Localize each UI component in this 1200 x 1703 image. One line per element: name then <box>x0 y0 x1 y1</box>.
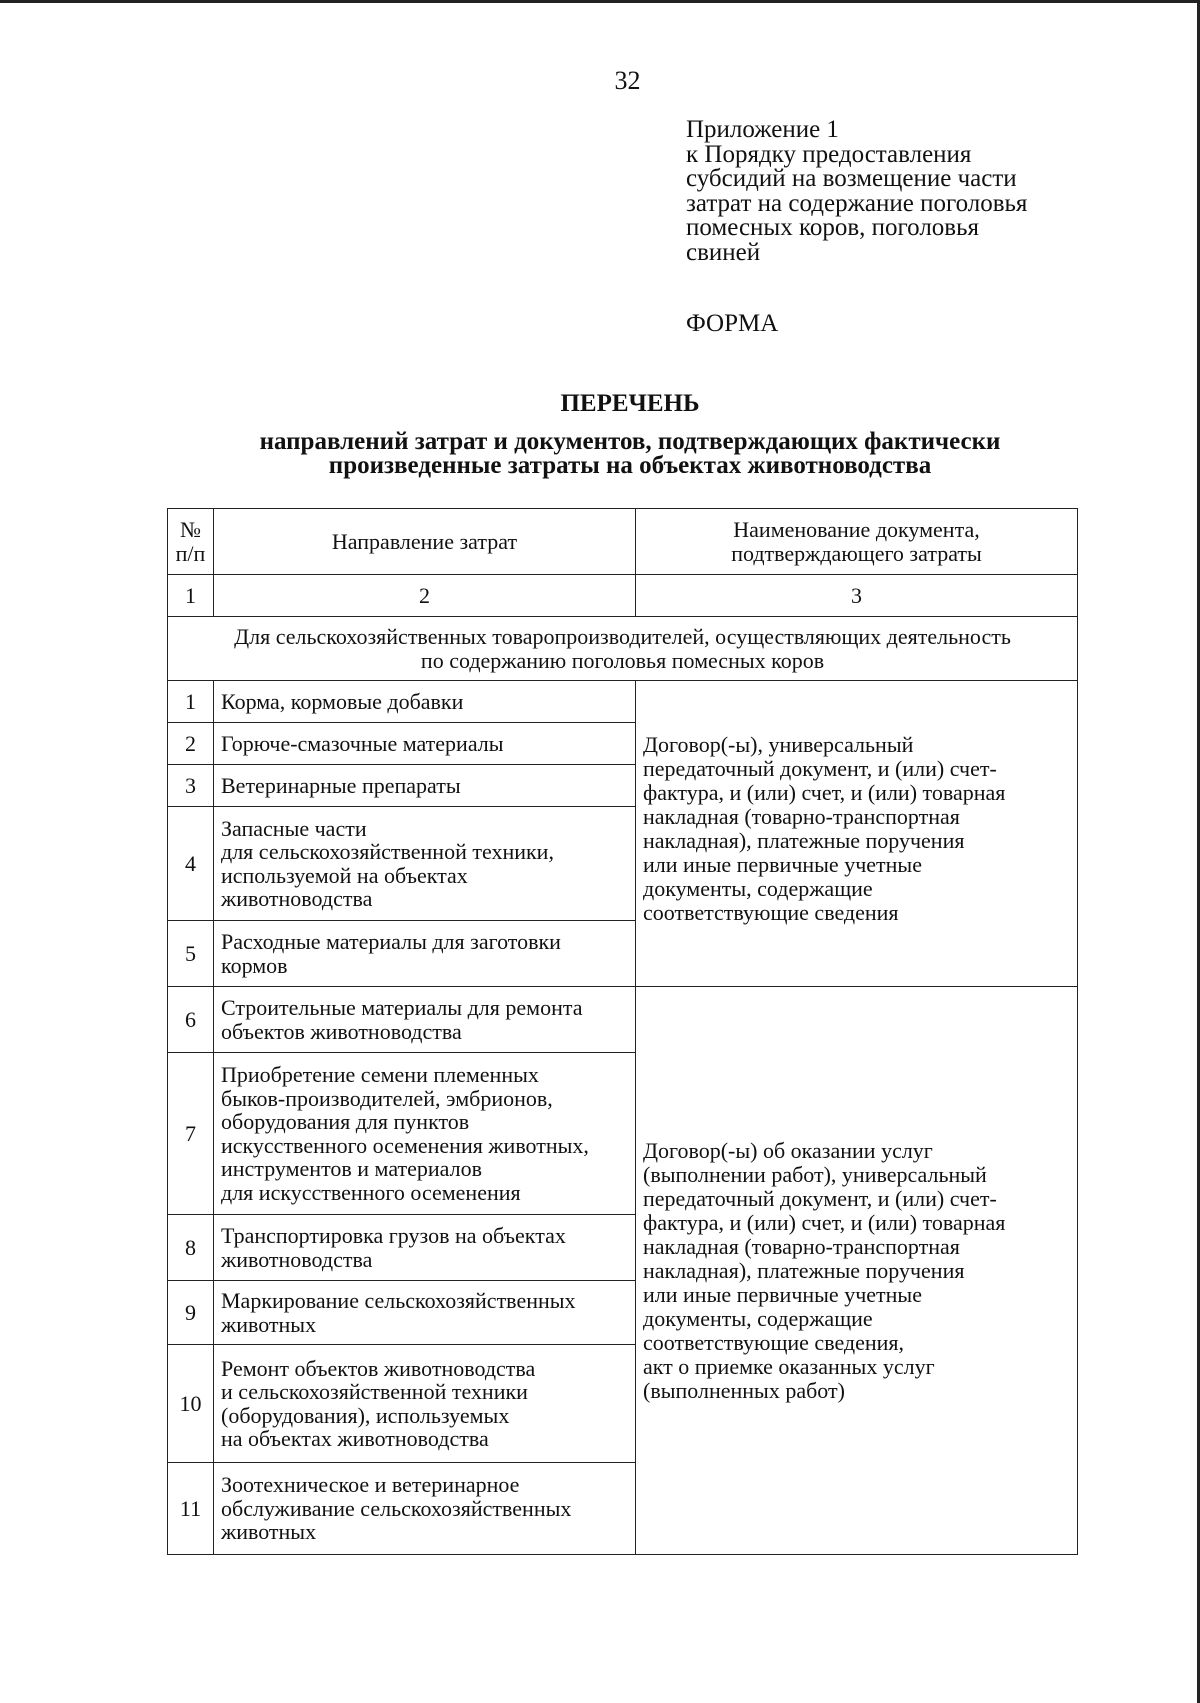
header-num-line: № <box>180 516 201 542</box>
column-number: 3 <box>636 575 1078 617</box>
row-direction <box>214 987 636 1053</box>
document-line: фактура, и (или) счет, и (или) товарная <box>643 1210 1006 1235</box>
section-heading <box>168 617 1078 681</box>
row-direction-line: (оборудования), используемых <box>221 1402 510 1428</box>
row-direction-line: Маркирование сельскохозяйственных <box>221 1288 576 1313</box>
header-direction <box>214 509 636 575</box>
subtitle-line: направлений затрат и документов, подтверждающих фактически <box>259 428 1001 455</box>
appendix-line: Приложение 1 <box>686 116 839 143</box>
document-subtitle <box>0 430 1200 478</box>
document-line: соответствующие сведения <box>643 900 899 925</box>
document-group-2 <box>636 987 1078 1555</box>
row-direction-line: для сельскохозяйственной техники, <box>221 839 554 864</box>
header-document-line: подтверждающего затраты <box>731 540 982 566</box>
table-row <box>168 681 1078 723</box>
row-direction-line: животных <box>221 1519 317 1545</box>
row-number: 10 <box>168 1345 214 1463</box>
document-line: акт о приемке оказанных услуг <box>643 1354 935 1379</box>
row-number: 11 <box>168 1463 214 1555</box>
row-direction <box>214 1345 636 1463</box>
row-direction-line: и сельскохозяйственной техники <box>221 1379 528 1404</box>
row-direction-line: объектов животноводства <box>221 1018 462 1044</box>
document-line: фактура, и (или) счет, и (или) товарная <box>643 780 1006 805</box>
row-number: 5 <box>168 921 214 987</box>
document-line: Договор(-ы), универсальный <box>643 732 914 757</box>
table-header-row <box>168 509 1078 575</box>
appendix-line: затрат на содержание поголовья <box>686 189 1028 217</box>
appendix-line: к Порядку предоставления <box>686 140 972 168</box>
document-line: или иные первичные учетные <box>643 852 922 877</box>
row-direction-line: обслуживание сельскохозяйственных <box>221 1495 572 1521</box>
row-direction-line: Строительные материалы для ремонта <box>221 995 583 1020</box>
appendix-line: свиней <box>686 238 761 266</box>
row-direction <box>214 807 636 921</box>
table-row <box>168 987 1078 1053</box>
row-direction <box>214 1281 636 1345</box>
form-label: ФОРМА <box>686 310 779 337</box>
row-direction-line: искусственного осеменения животных, <box>221 1132 589 1158</box>
row-direction-line: оборудования для пунктов <box>221 1109 470 1134</box>
document-line: накладная), платежные поручения <box>643 1258 965 1283</box>
document-line: документы, содержащие <box>643 1306 873 1331</box>
row-direction <box>214 921 636 987</box>
document-line: накладная (товарно-транспортная <box>643 804 960 829</box>
row-direction-line: животноводства <box>221 886 373 911</box>
document-line: Договор(-ы) об оказании услуг <box>643 1138 933 1163</box>
row-direction-line: Зоотехническое и ветеринарное <box>221 1472 520 1498</box>
appendix-block <box>686 118 1106 265</box>
document-line: передаточный документ, и (или) счет- <box>643 1186 997 1211</box>
document-line: соответствующие сведения, <box>643 1330 905 1355</box>
row-direction-line: на объектах животноводства <box>221 1426 489 1451</box>
document-title: ПЕРЕЧЕНЬ <box>560 390 700 417</box>
row-number: 4 <box>168 807 214 921</box>
document-line: документы, содержащие <box>643 876 873 901</box>
column-number: 1 <box>168 575 214 617</box>
appendix-line: помесных коров, поголовья <box>686 214 980 241</box>
appendix-line: субсидий на возмещение части <box>686 165 1017 192</box>
row-number: 1 <box>168 681 214 723</box>
row-direction-line: для искусственного осеменения <box>221 1179 521 1205</box>
document-line: накладная (товарно-транспортная <box>643 1234 960 1259</box>
expenses-table <box>167 508 1078 1555</box>
column-numbers-row <box>168 575 1078 617</box>
document-line: передаточный документ, и (или) счет- <box>643 756 997 781</box>
header-document <box>636 509 1078 575</box>
column-number: 2 <box>214 575 636 617</box>
row-direction-line: Ветеринарные препараты <box>221 772 461 798</box>
row-number: 8 <box>168 1215 214 1281</box>
row-number: 7 <box>168 1053 214 1215</box>
row-number: 6 <box>168 987 214 1053</box>
header-document-line: Наименование документа, <box>733 516 980 542</box>
row-number: 9 <box>168 1281 214 1345</box>
row-direction <box>214 765 636 807</box>
section-line: Для сельскохозяйственных товаропроизводителей, осуществляющих деятельность <box>234 623 1011 649</box>
row-direction-line: инструментов и материалов <box>221 1156 483 1181</box>
subtitle-line: произведенные затраты на объектах животноводства <box>328 452 932 479</box>
row-direction-line: Приобретение семени племенных <box>221 1062 539 1087</box>
scan-border-top <box>0 0 1200 3</box>
row-direction-line: Корма, кормовые добавки <box>221 688 464 714</box>
row-direction <box>214 681 636 723</box>
header-direction-text: Направление затрат <box>331 528 518 554</box>
row-direction-line: Транспортировка грузов на объектах <box>221 1223 566 1248</box>
row-direction-line: Запасные части <box>221 815 367 841</box>
row-direction-line: Ремонт объектов животноводства <box>221 1355 536 1381</box>
row-number: 3 <box>168 765 214 807</box>
document-group-1 <box>636 681 1078 987</box>
document-line: (выполнении работ), универсальный <box>643 1162 987 1187</box>
row-direction <box>214 1463 636 1555</box>
row-direction-line: животноводства <box>221 1246 373 1272</box>
row-direction-line: Расходные материалы для заготовки <box>221 929 561 954</box>
header-num <box>168 509 214 575</box>
row-number: 2 <box>168 723 214 765</box>
row-direction <box>214 723 636 765</box>
section-row <box>168 617 1078 681</box>
document-line: (выполненных работ) <box>643 1378 845 1403</box>
section-line: по содержанию поголовья помесных коров <box>420 647 825 673</box>
row-direction-line: животных <box>221 1311 317 1337</box>
row-direction <box>214 1215 636 1281</box>
document-line: или иные первичные учетные <box>643 1282 922 1307</box>
page-number: 32 <box>614 66 641 95</box>
document-line: накладная), платежные поручения <box>643 828 965 853</box>
row-direction-line: Горюче-смазочные материалы <box>221 730 504 756</box>
row-direction-line: кормов <box>221 952 288 978</box>
row-direction-line: используемой на объектах <box>221 862 468 888</box>
row-direction-line: быков-производителей, эмбрионов, <box>221 1085 553 1111</box>
header-num-line: п/п <box>175 540 206 566</box>
row-direction <box>214 1053 636 1215</box>
